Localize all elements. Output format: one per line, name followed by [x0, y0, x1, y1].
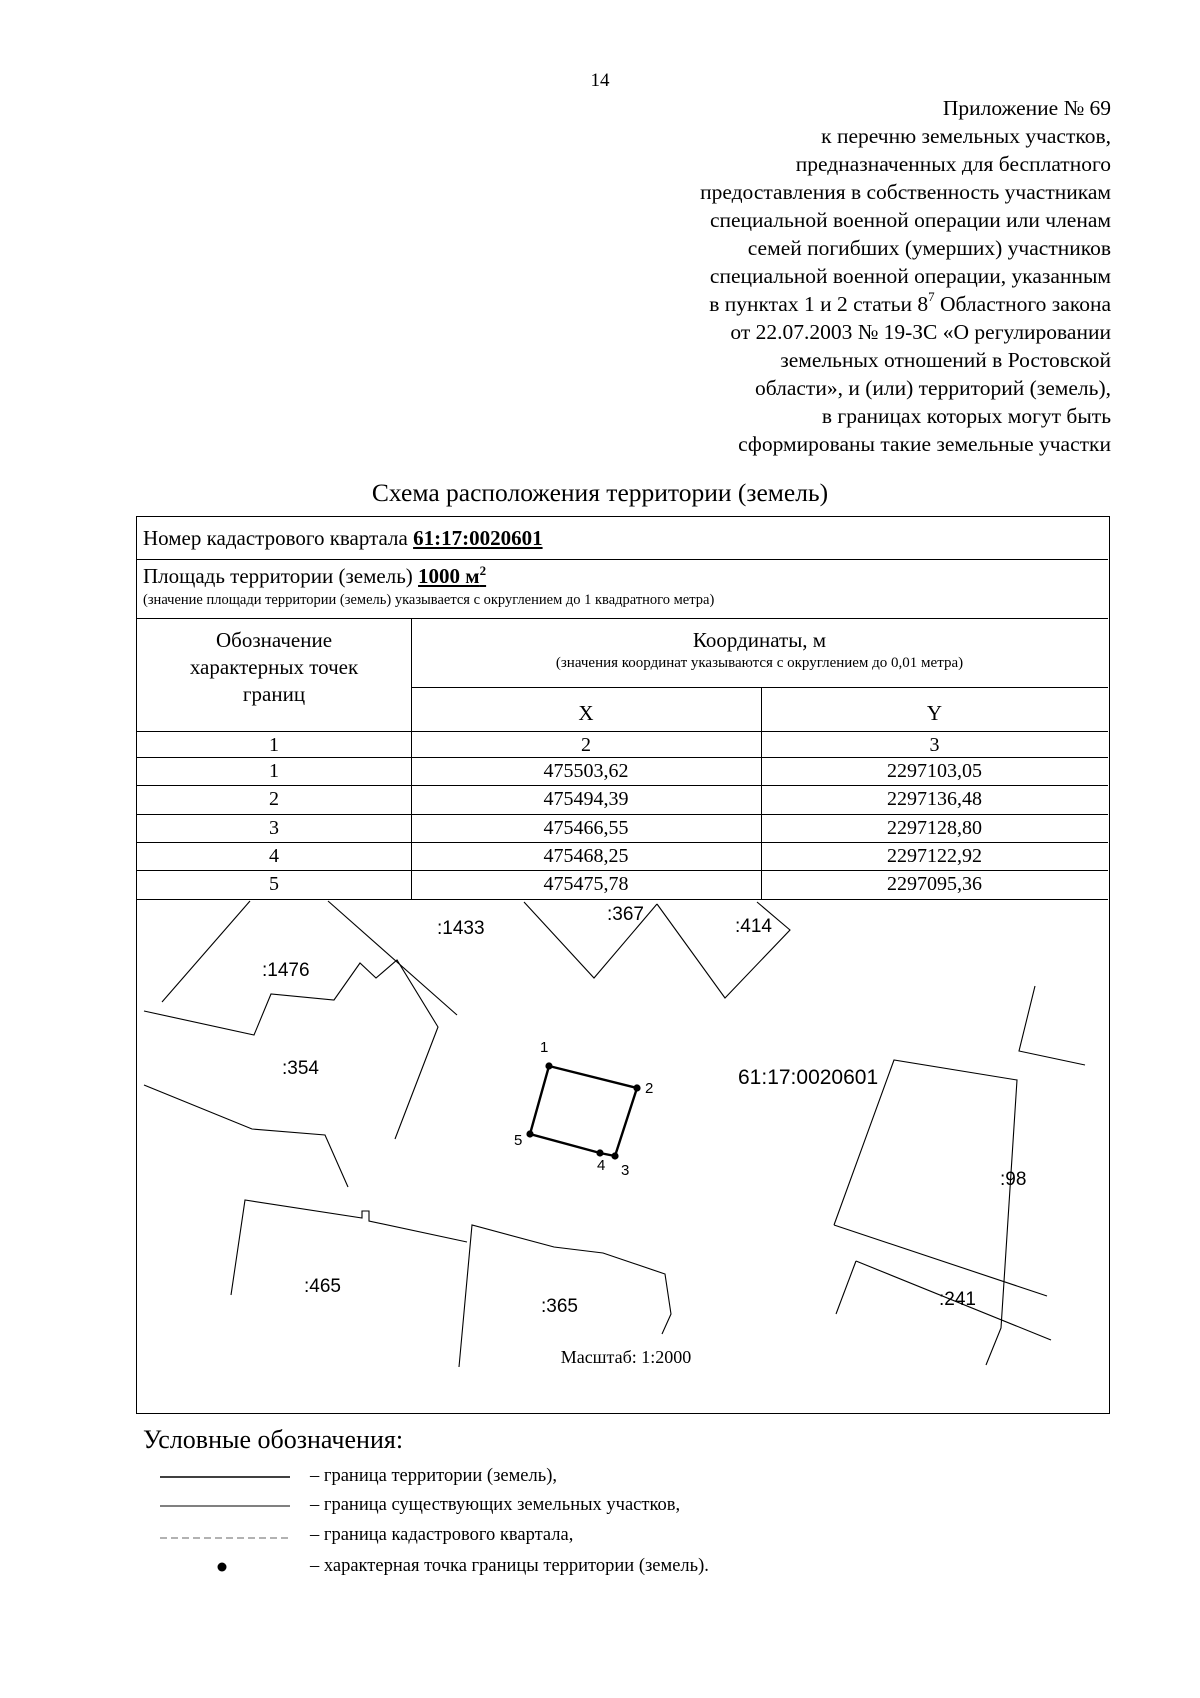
header-y: Y — [926, 701, 943, 725]
legend-item: – граница территории (земель), — [310, 1466, 557, 1486]
parcel-label: :1433 — [437, 918, 485, 939]
header-coordinates: Координаты, м — [692, 628, 827, 652]
parcel-label: :241 — [939, 1289, 976, 1310]
header-points-line: характерных точек — [189, 655, 359, 679]
coord-y: 2297095,36 — [887, 873, 982, 895]
parcel-label: :354 — [282, 1058, 319, 1079]
legend-point-symbol — [218, 1563, 227, 1572]
parcel-boundary-241 — [836, 1261, 856, 1314]
appendix-line: к перечню земельных участков, — [821, 124, 1111, 148]
appendix-line-article — [551, 290, 1111, 318]
coord-y: 2297122,92 — [887, 845, 982, 867]
territory-boundary — [530, 1066, 637, 1156]
col-number: 3 — [929, 734, 940, 756]
area-value — [418, 564, 486, 588]
legend-title: Условные обозначения: — [143, 1425, 404, 1454]
point-id: 4 — [269, 845, 279, 867]
point-label: 3 — [621, 1162, 630, 1179]
cadastral-map — [137, 900, 1108, 1412]
col-number: 2 — [581, 734, 591, 756]
point-label: 1 — [540, 1039, 549, 1056]
appendix-line: Приложение № 69 — [942, 96, 1111, 120]
parcel-boundary-98 — [834, 1060, 1017, 1365]
boundary-point-2 — [633, 1084, 640, 1091]
appendix-line: сформированы такие земельные участки — [738, 432, 1111, 456]
area-superscript: 2 — [479, 563, 487, 578]
point-label: 2 — [645, 1080, 654, 1097]
point-label: 4 — [597, 1157, 606, 1174]
boundary-point-3 — [611, 1152, 618, 1159]
appendix-line-article-start: в пунктах 1 и 2 статьи 8 — [709, 292, 929, 316]
cadastral-quarter-label: Номер кадастрового квартала — [143, 526, 414, 550]
coord-x: 475494,39 — [543, 788, 629, 810]
coord-x: 475468,25 — [543, 845, 629, 867]
parcel-boundary-465 — [231, 1200, 467, 1295]
header-coordinates-note: (значения координат указываются с округлением до 0,01 метра) — [555, 655, 964, 671]
scheme-frame — [136, 516, 1110, 1414]
area-line — [143, 564, 1102, 589]
appendix-line: семей погибших (умерших) участников — [747, 236, 1111, 260]
parcel-label: :1476 — [262, 960, 310, 981]
quarter-label: 61:17:0020601 — [738, 1066, 879, 1089]
boundary-point-5 — [526, 1130, 533, 1137]
scale-label: Масштаб: 1:2000 — [560, 1347, 692, 1367]
cadastral-quarter-value: 61:17:0020601 — [413, 526, 543, 550]
legend-item: – характерная точка границы территории (земель). — [310, 1556, 709, 1576]
appendix-line: от 22.07.2003 № 19-ЗС «О регулировании — [730, 320, 1111, 344]
divider — [137, 618, 1108, 619]
boundary-points — [526, 1062, 640, 1159]
coord-y: 2297128,80 — [887, 817, 982, 839]
header-points — [137, 627, 411, 708]
parcel-label: :465 — [304, 1276, 341, 1297]
appendix-line: области», и (или) территорий (земель), — [754, 376, 1111, 400]
boundary-point-1 — [545, 1062, 552, 1069]
parcel-label: :367 — [607, 904, 644, 925]
point-label: 5 — [514, 1132, 523, 1149]
scheme-title: Схема расположения территории (земель) — [371, 478, 829, 507]
parcel-label: :365 — [541, 1296, 578, 1317]
divider — [411, 687, 1108, 688]
parcel-boundary-354-bottom — [144, 1085, 348, 1187]
appendix-line: в границах которых могут быть — [821, 404, 1111, 428]
area-value-text: 1000 м — [418, 564, 480, 588]
boundary-point-4 — [596, 1149, 603, 1156]
point-id: 5 — [269, 873, 279, 895]
page-number: 14 — [590, 70, 610, 91]
point-id: 3 — [269, 817, 279, 839]
cadastral-quarter-row — [137, 517, 1108, 559]
coord-y: 2297103,05 — [887, 760, 982, 782]
header-x: X — [578, 701, 594, 725]
appendix-line: специальной военной операции или членам — [709, 208, 1111, 232]
appendix-line: специальной военной операции, указанным — [709, 264, 1111, 288]
parcel-label: :98 — [1000, 1169, 1027, 1190]
coord-x: 475466,55 — [543, 817, 629, 839]
parcel-label: :414 — [735, 916, 772, 937]
parcel-boundary-98-bottom — [834, 1225, 1047, 1296]
appendix-superscript: 7 — [928, 288, 935, 304]
appendix-header — [551, 94, 1111, 458]
header-points-line: Обозначение — [215, 628, 333, 652]
header-points-line: границ — [242, 682, 306, 706]
coord-x: 475503,62 — [543, 760, 629, 782]
point-id: 2 — [269, 788, 279, 810]
parcel-boundary-354 — [144, 960, 438, 1139]
col-number: 1 — [269, 734, 279, 756]
appendix-line: предоставления в собственность участникам — [700, 180, 1111, 204]
area-row — [137, 560, 1108, 618]
appendix-line: земельных отношений в Ростовской — [780, 348, 1111, 372]
appendix-line: предназначенных для бесплатного — [795, 152, 1111, 176]
parcel-boundary-1476-top — [162, 901, 250, 1002]
area-label: Площадь территории (земель) — [143, 564, 419, 588]
appendix-line-article-end: Областного закона — [934, 292, 1111, 316]
coord-y: 2297136,48 — [887, 788, 982, 810]
legend-item: – граница кадастрового квартала, — [310, 1525, 574, 1545]
coord-x: 475475,78 — [543, 873, 629, 895]
parcel-boundary-east — [1019, 986, 1085, 1065]
point-id: 1 — [269, 760, 279, 782]
legend-item: – граница существующих земельных участков, — [310, 1495, 681, 1515]
area-note: (значение площади территории (земель) указывается с округлением до 1 квадратного метра) — [143, 592, 715, 608]
